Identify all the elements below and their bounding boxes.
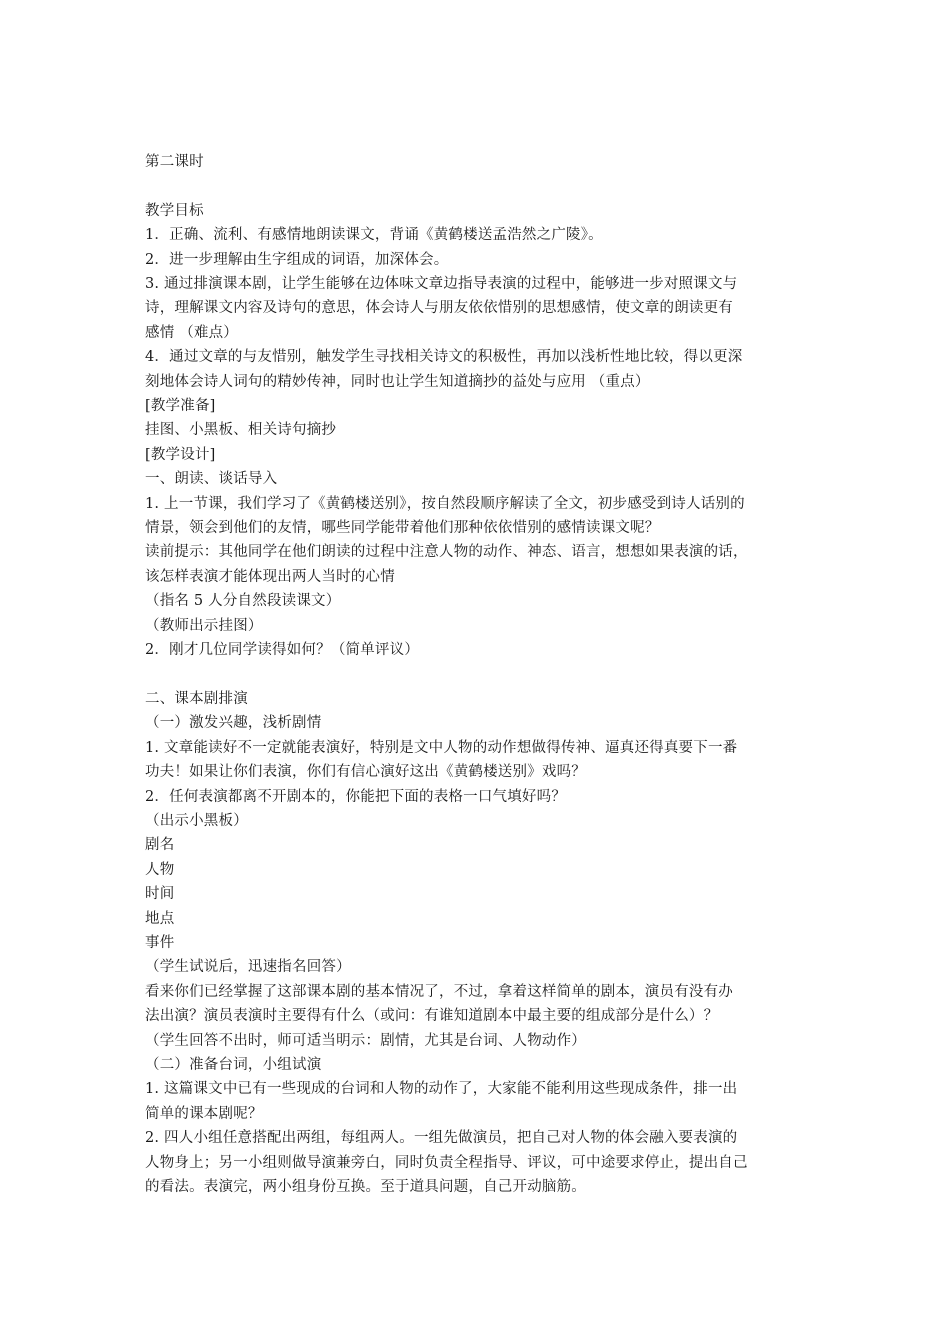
blank-line [145, 174, 815, 198]
section-heading: 教学目标 [145, 202, 204, 219]
text-line: 挂图、小黑板、相关诗句摘抄 [145, 422, 337, 439]
text-line: 4．通过文章的与友惜别，触发学生寻找相关诗文的积极性，再加以浅析性地比较，得以更深 [145, 349, 743, 366]
table-field: 事件 [145, 934, 175, 951]
blank-line [145, 663, 815, 687]
table-field: 时间 [145, 886, 175, 903]
text-line: （教师出示挂图） [145, 617, 263, 634]
text-line: 1. 上一节课，我们学习了《黄鹤楼送别》，按自然段顺序解读了全文，初步感受到诗人话别的 [145, 495, 745, 512]
text-line: 1. 这篇课文中已有一些现成的台词和人物的动作了，大家能不能利用这些现成条件，排一出 [145, 1081, 738, 1098]
text-line: （出示小黑板） [145, 812, 248, 829]
text-line: 简单的课本剧呢？ [145, 1105, 263, 1122]
text-line: 3. 通过排演课本剧，让学生能够在边体味文章边指导表演的过程中，能够进一步对照课文与 [145, 276, 738, 293]
text-line: 该怎样表演才能体现出两人当时的心情 [145, 568, 395, 585]
section-heading: 二、课本剧排演 [145, 690, 248, 707]
text-line: 2．刚才几位同学读得如何？（简单评议） [145, 642, 420, 659]
text-line: 2. 四人小组任意搭配出两组，每组两人。一组先做演员，把自己对人物的体会融入要表演的 [145, 1130, 738, 1147]
table-field: 剧名 [145, 837, 175, 854]
text-line: （指名 5 人分自然段读课文） [145, 593, 341, 610]
text-line: （学生试说后，迅速指名回答） [145, 959, 351, 976]
text-line: 看来你们已经掌握了这部课本剧的基本情况了，不过，拿着这样简单的剧本，演员有没有办 [145, 983, 733, 1000]
subsection-heading: （二）准备台词，小组试演 [145, 1057, 322, 1073]
text-line: 法出演？演员表演时主要得有什么（或问：有谁知道剧本中最主要的组成部分是什么）？ [145, 1008, 719, 1025]
text-line: 诗，理解课文内容及诗句的意思，体会诗人与朋友依依惜别的思想感情，使文章的朗读更有 [145, 300, 733, 317]
text-line: 读前提示：其他同学在他们朗读的过程中注意人物的动作、神态、语言，想想如果表演的话， [145, 544, 748, 561]
text-line: 功夫！如果让你们表演，你们有信心演好这出《黄鹤楼送别》戏吗？ [145, 764, 586, 781]
text-line: 2．进一步理解由生字组成的词语，加深体会。 [145, 251, 449, 268]
lesson-title: 第二课时 [145, 154, 204, 170]
text-line: （学生回答不出时，师可适当明示：剧情，尤其是台词、人物动作） [145, 1032, 586, 1049]
subsection-heading: （一）激发兴趣，浅析剧情 [145, 715, 322, 732]
text-line: 的看法。表演完，两小组身份互换。至于道具问题，自己开动脑筋。 [145, 1179, 586, 1196]
text-line: 1．正确、流利、有感情地朗读课文，背诵《黄鹤楼送孟浩然之广陵》。 [145, 227, 603, 244]
table-field: 人物 [145, 861, 175, 878]
text-line: 感情 （难点） [145, 324, 239, 341]
text-line: 人物身上；另一小组则做导演兼旁白，同时负责全程指导、评议，可中途要求停止，提出自己 [145, 1154, 748, 1171]
text-line: 1. 文章能读好不一定就能表演好，特别是文中人物的动作想做得传神、逼真还得真要下一番 [145, 739, 738, 756]
section-heading: [教学设计] [145, 446, 216, 463]
section-heading: 一、朗读、谈话导入 [145, 471, 278, 488]
text-line: 刻地体会诗人词句的精妙传神，同时也让学生知道摘抄的益处与应用 （重点） [145, 373, 650, 390]
document-page [145, 150, 815, 1199]
text-line: 情景，领会到他们的友情，哪些同学能带着他们那种依依惜别的感情读课文呢？ [145, 520, 660, 537]
section-heading: [教学准备] [145, 398, 216, 415]
text-line: 2．任何表演都离不开剧本的，你能把下面的表格一口气填好吗？ [145, 788, 567, 805]
table-field: 地点 [145, 910, 175, 927]
